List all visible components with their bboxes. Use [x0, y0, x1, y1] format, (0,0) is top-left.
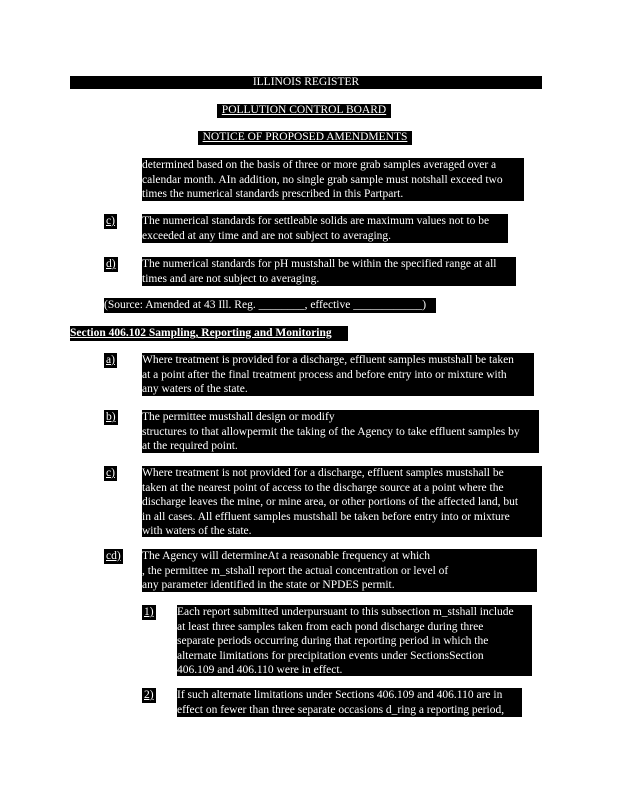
subitem-label-1: 1): [144, 606, 154, 618]
item-cd-text: The Agency will determineAt a reasonable frequency at which , the permittee m_stshall report the actual concentration or level of any parameter identified in the state or NPDES permit.: [142, 549, 537, 592]
item-label-cd: cd): [106, 550, 121, 562]
item-d-text: The numerical standards for pH mustshall be within the specified range at all times and are not subject to averaging.: [142, 257, 516, 286]
source-note: (Source: Amended at 43 Ill. Reg. ________, effective ____________): [104, 298, 436, 313]
subitem-2-text: If such alternate limitations under Sections 406.109 and 406.110 are in effect on fewer than three separate occasions d_ring a reporting period,: [177, 688, 522, 717]
notice-title: NOTICE OF PROPOSED AMENDMENTS: [198, 131, 412, 145]
section-heading: Section 406.102 Sampling, Reporting and Monitoring: [70, 326, 348, 341]
item-c-text: The numerical standards for settleable solids are maximum values not to be exceeded at any time and are not subject to averaging.: [142, 214, 508, 243]
subitem-1-text: Each report submitted underpursuant to this subsection m_stshall include at least three samples taken from each pond discharge during three separate periods occurring during that reporting period in which the alternate limitations for precipitation events under SectionsSection 406.109 and 406.110 were in effect.: [177, 605, 532, 676]
item-c2-text: Where treatment is not provided for a discharge, effluent samples mustshall be taken at the nearest point of access to the discharge source at a point where the discharge leaves the mine, or mine area, or other portions of the affected land, but in all cases. All effluent samples mustshall be taken before entry into or mixture with waters of the state.: [142, 466, 542, 537]
register-header-bar: [70, 76, 542, 89]
subitem-label-2: 2): [144, 689, 154, 701]
continuation-paragraph: determined based on the basis of three or more grab samples averaged over a calendar month. AIn addition, no single grab sample must notshall exceed two times the numerical standards prescribed in this Partpart.: [142, 158, 524, 201]
item-label-c: c): [106, 215, 115, 227]
register-title: ILLINOIS REGISTER: [252, 76, 360, 88]
item-label-d: d): [106, 258, 116, 270]
item-b-text: The permittee mustshall design or modify structures to that allowpermit the taking of the Agency to take effluent samples by at the required point.: [142, 410, 539, 453]
item-label-c2: c): [106, 467, 115, 479]
item-label-b: b): [106, 411, 116, 423]
board-title: POLLUTION CONTROL BOARD: [217, 104, 391, 118]
item-label-a: a): [106, 354, 115, 366]
item-a-text: Where treatment is provided for a discharge, effluent samples mustshall be taken at a point after the final treatment process and before entry into or mixture with any waters of the state.: [142, 353, 534, 396]
